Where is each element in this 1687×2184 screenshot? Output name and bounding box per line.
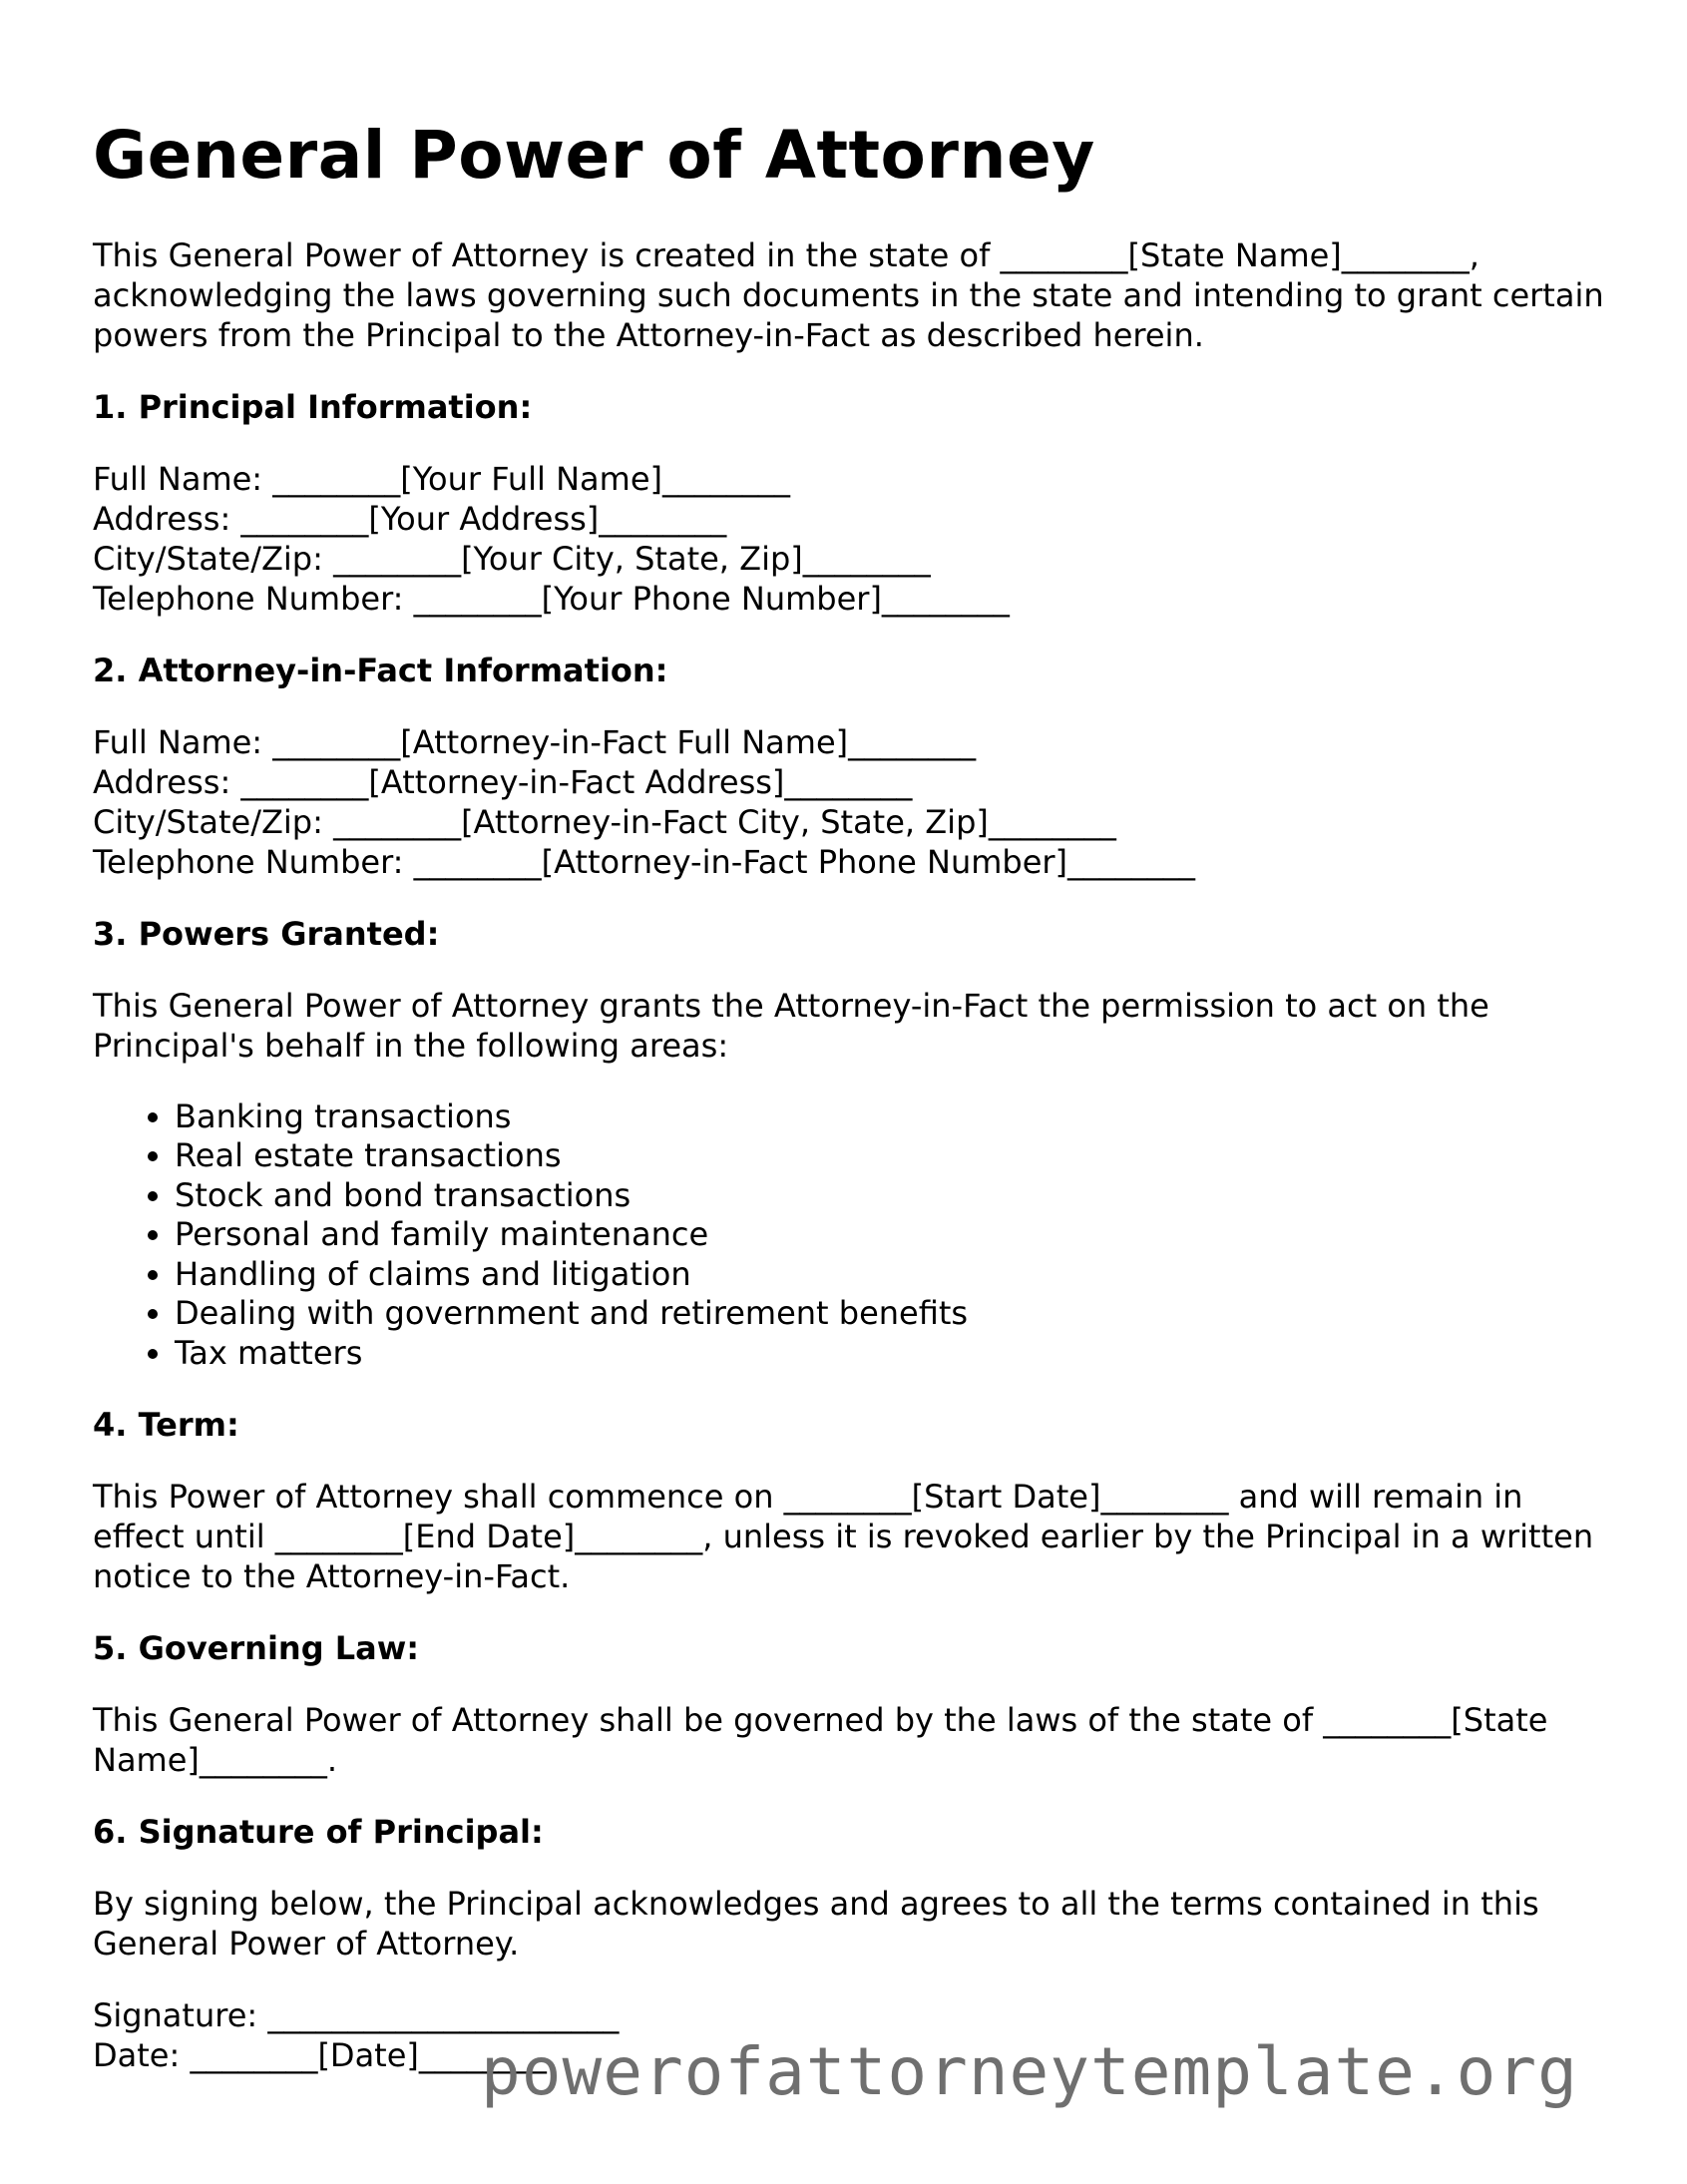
powers-list — [93, 1097, 1609, 1374]
attorney-city-state-zip-line: City/State/Zip: ________[Attorney-in-Fact City, State, Zip]________ — [93, 802, 1116, 841]
term-heading: 4. Term: — [93, 1406, 239, 1445]
attorney-telephone-line: Telephone Number: ________[Attorney-in-Fact Phone Number]________ — [93, 842, 1196, 881]
list-item: • Tax matters — [175, 1334, 1609, 1374]
attorney-full-name-line: Full Name: ________[Attorney-in-Fact Full Name]________ — [93, 722, 977, 761]
list-item: • Stock and bond transactions — [175, 1176, 1609, 1216]
principal-full-name-line: Full Name: ________[Your Full Name]________ — [93, 459, 790, 498]
list-item: • Handling of claims and litigation — [175, 1255, 1609, 1295]
list-item: • Personal and family maintenance — [175, 1215, 1609, 1255]
powers-paragraph: This General Power of Attorney grants the Attorney-in-Fact the permission to act on the Principal's behalf in the following areas: — [93, 986, 1489, 1065]
list-item: • Real estate transactions — [175, 1136, 1609, 1176]
date-line: Date: ________[Date]________ — [93, 2036, 547, 2075]
watermark: powerofattorneytemplate.org — [481, 2033, 1578, 2110]
document-page — [93, 118, 1609, 2075]
signature-heading: 6. Signature of Principal: — [93, 1813, 544, 1852]
governing-law-paragraph: This General Power of Attorney shall be governed by the laws of the state of ________[State Name]________. — [93, 1701, 1548, 1780]
governing-law-heading: 5. Governing Law: — [93, 1629, 420, 1668]
term-paragraph: This Power of Attorney shall commence on ________[Start Date]________ and will remain in effect until ________[End Date]________, unless it is revoked earlier by the Principal in a written notice to the Attorney-in-Fact. — [93, 1478, 1594, 1596]
list-item: • Dealing with government and retirement benefits — [175, 1294, 1609, 1334]
intro-paragraph: This General Power of Attorney is created in the state of ________[State Name]________, acknowledging the laws governing such documents in the state and intending to grant certain powers from the Principal to the Attorney-in-Fact as described herein. — [93, 235, 1604, 354]
powers-heading: 3. Powers Granted: — [93, 914, 440, 953]
document-title: General Power of Attorney — [93, 117, 1095, 194]
attorney-info-block — [93, 722, 1609, 882]
signature-line: Signature: ______________________ — [93, 1996, 620, 2035]
principal-city-state-zip-line: City/State/Zip: ________[Your City, State, Zip]________ — [93, 539, 931, 578]
attorney-heading: 2. Attorney-in-Fact Information: — [93, 651, 668, 689]
principal-info-block — [93, 459, 1609, 619]
signature-paragraph: By signing below, the Principal acknowledges and agrees to all the terms contained in this General Power of Attorney. — [93, 1885, 1539, 1964]
principal-telephone-line: Telephone Number: ________[Your Phone Number]________ — [93, 579, 1010, 618]
principal-heading: 1. Principal Information: — [93, 387, 533, 426]
attorney-address-line: Address: ________[Attorney-in-Fact Address]________ — [93, 762, 913, 801]
principal-address-line: Address: ________[Your Address]________ — [93, 499, 727, 538]
list-item: • Banking transactions — [175, 1097, 1609, 1137]
